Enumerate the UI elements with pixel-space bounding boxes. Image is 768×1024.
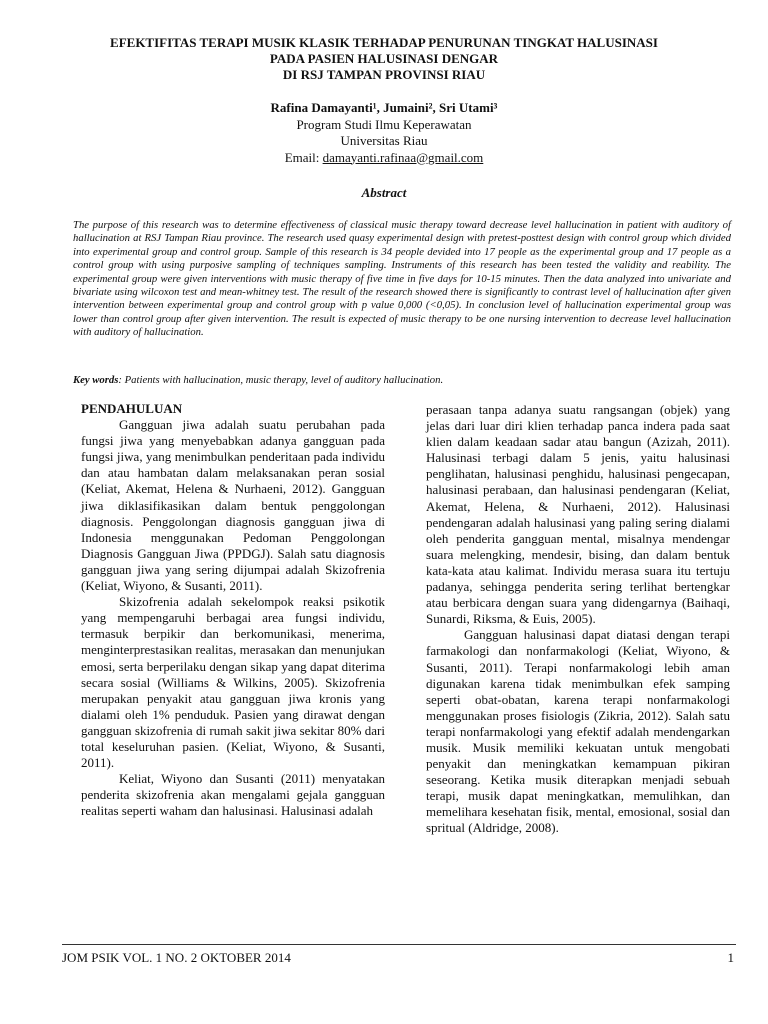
- author-email-line: [60, 150, 708, 167]
- title-line-3: DI RSJ TAMPAN PROVINSI RIAU: [282, 67, 486, 82]
- title-line-2: PADA PASIEN HALUSINASI DENGAR: [269, 51, 499, 66]
- author-block: [60, 100, 708, 166]
- keywords-label: Key words: [73, 374, 119, 386]
- right-paragraph-2: Gangguan halusinasi dapat diatasi dengan terapi farmakologi dan nonfarmakologi (Keliat, Wiyono, & Susanti, 2011). Terapi nonfarmakologi lebih aman digunakan karena tidak menimbulkan efek samping seperti obat-obatan, karena terapi nonfarmakologi menggunakan proses fisiologis (Zikria, 2012). Salah satu terapi nonfarmakologi yang efektif adalah mendengarkan musik. Musik memiliki kekuatan untuk mengobati penyakit dan meningkatkan kemampuan pikiran seseorang. Ketika musik diterapkan menjadi sebuah terapi, musik dapat meningkatkan, memulihkan, dan memelihara kesehatan fisik, mental, emosional, sosial dan spritual (Aldridge, 2008).: [426, 627, 730, 836]
- right-paragraph-1: perasaan tanpa adanya suatu rangsangan (objek) yang jelas dari luar diri klien terhadap panca indera pada saat klien dalam keadaan sadar atau bangun (Azizah, 2011). Halusinasi terbagi dalam 5 jenis, yaitu halusinasi penglihatan, halusinasi penghidu, halusinasi pengecapan, halusinasi perabaan, dan halusinasi pendengaran (Keliat, Akemat, Helena, & Nurhaeni, 2012). Halusinasi pendengaran adalah halusinasi yang paling sering dialami oleh penderita gangguan mental, misalnya mendengar suara melengking, mendesir, bising, dan dalam bentuk kata-kata atau kalimat. Individu merasa suara itu tertuju padanya, sehingga penderita sering terlihat bertengkar atau berbicara dengan suara yang didengarnya (Baihaqi, Sunardi, Riksma, & Euis, 2005).: [426, 402, 730, 627]
- section-heading: PENDAHULUAN: [81, 401, 183, 416]
- keywords-line: [73, 374, 731, 386]
- author-university: Universitas Riau: [340, 133, 428, 148]
- author-names: Rafina Damayanti¹, Jumaini², Sri Utami³: [270, 100, 498, 115]
- footer-page-number: 1: [727, 950, 734, 965]
- footer-divider: [62, 944, 736, 945]
- footer-journal: JOM PSIK VOL. 1 NO. 2 OKTOBER 2014: [62, 950, 291, 965]
- author-program: Program Studi Ilmu Keperawatan: [296, 116, 472, 132]
- email-link[interactable]: damayanti.rafinaa@gmail.com: [322, 149, 484, 165]
- left-paragraph-3: Keliat, Wiyono dan Susanti (2011) menyatakan penderita skizofrenia akan mengalami gejala gangguan realitas seperti waham dan halusinasi. Halusinasi adalah: [81, 771, 385, 819]
- title-line-1: EFEKTIFITAS TERAPI MUSIK KLASIK TERHADAP PENURUNAN TINGKAT HALUSINASI: [110, 35, 658, 50]
- abstract-text: The purpose of this research was to determine effectiveness of classical music therapy toward decrease level hallucination in patient with auditory of hallucination at RSJ Tampan Riau province. The research used quasy experimental design with pretest-posttest design with control group which divided into experimental group and control group. Sample of this research is 34 people devided into 17 people as the experimental group and 17 people as a control group with using purposive sampling of techniques sampling. Instruments of this research has been tested the validity and reability. The experimental group were given interventions with music therapy of five time in five days for 10-15 minutes. Then the data analyzed into univariate and bivariate using wilcoxon test and mean-whitney test. The result of the research showed there is significantly to contrast level of hallucination after given intervention between experimental group and control group with p value 0,000 (<0,05). In conclusion level of hallucination experimental group was lower than control group after given intervention. The result is expected of music therapy to be one nursing intervention to decrease level hallucination with auditory of hallucination.: [73, 219, 731, 339]
- keywords-text: : Patients with hallucination, music therapy, level of auditory hallucination.: [118, 374, 444, 386]
- left-paragraph-2: Skizofrenia adalah sekelompok reaksi psikotik yang mempengaruhi berbagai area fungsi individu, termasuk berpikir dan berkomunikasi, menerima, menginterprestasikan realitas, merasakan dan menunjukan emosi, serta berperilaku dengan sikap yang dapat diterima secara sosial (Williams & Wilkins, 2005). Skizofrenia merupakan penyakit atau gangguan jiwa kronis yang dialami oleh 1% penduduk. Pasien yang dirawat dengan gangguan skizofrenia di rumah sakit jiwa sekitar 80% dari total keseluruhan pasien. (Keliat, Wiyono, & Susanti, 2011).: [81, 594, 385, 771]
- email-label: Email:: [284, 149, 323, 165]
- paper-title: [60, 35, 708, 83]
- left-column: [81, 398, 385, 819]
- left-paragraph-1: Gangguan jiwa adalah suatu perubahan pada fungsi jiwa yang menyebabkan adanya gangguan pada fungsi jiwa, yang menimbulkan penderitaan pada individu dan atau hambatan dalam melaksanakan peran sosial (Keliat, Akemat, Helena & Nurhaeni, 2012). Gangguan jiwa diklasifikasikan dalam bentuk penggolongan diagnosis. Penggolongan diagnosis gangguan jiwa di Indonesia menggunakan Pedoman Penggolongan Diagnosis Gangguan Jiwa (PPDGJ). Salah satu diagnosis gangguan jiwa yang sering dijumpai adalah Skizofrenia (Keliat, Wiyono, & Susanti, 2011).: [81, 417, 385, 594]
- right-column: [426, 402, 730, 837]
- abstract-heading: Abstract: [361, 185, 407, 200]
